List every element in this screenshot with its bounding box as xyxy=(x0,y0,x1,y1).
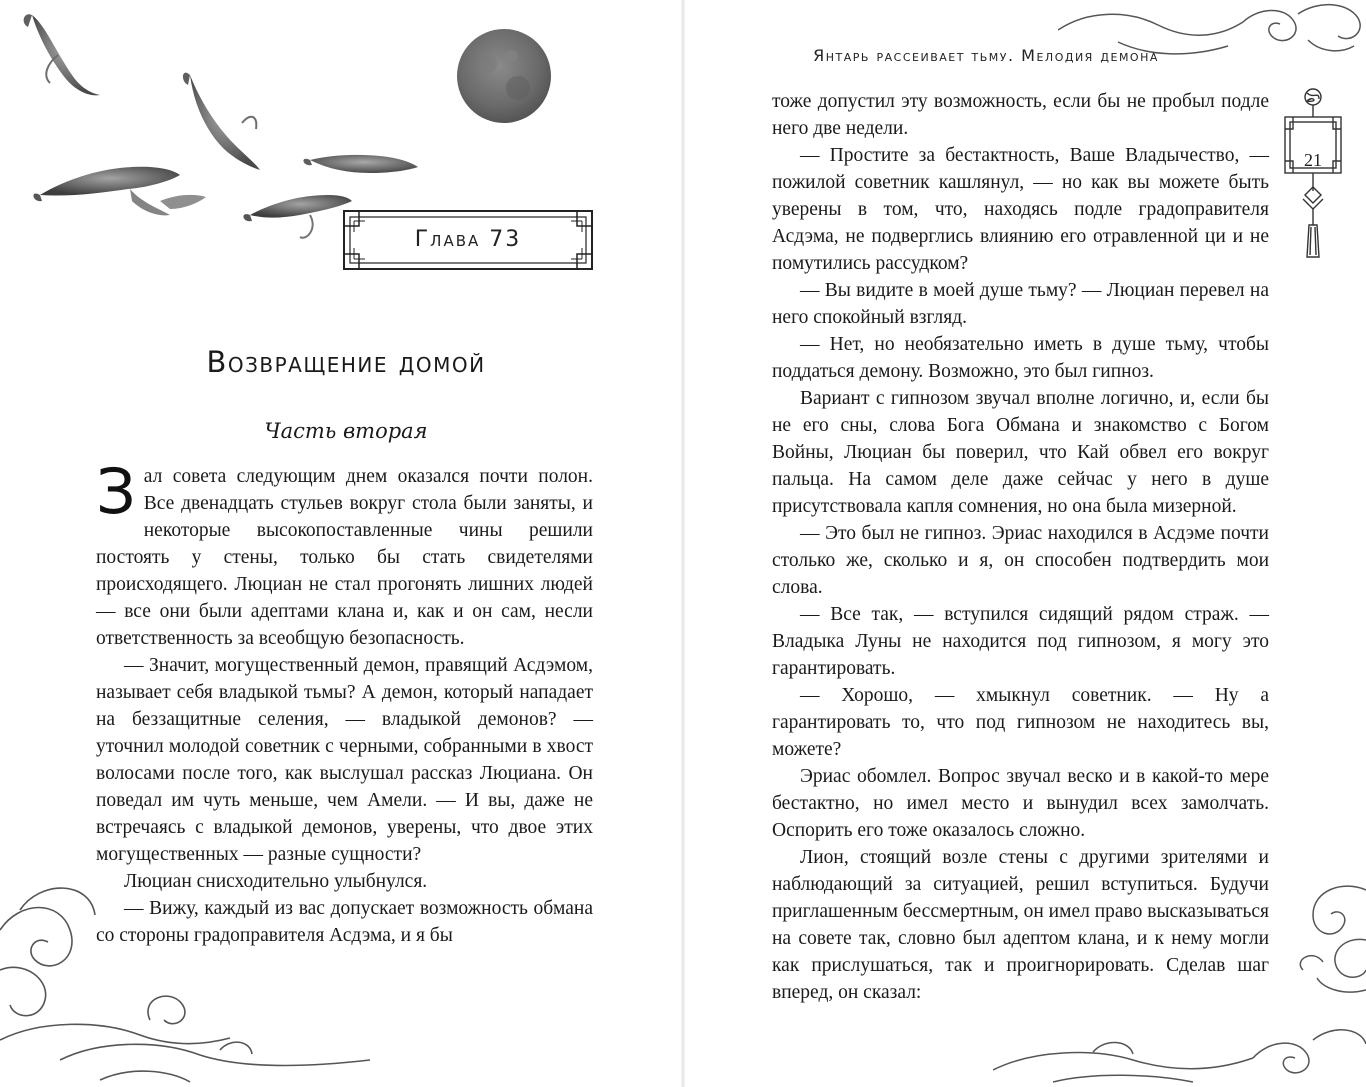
moon-icon xyxy=(456,28,552,124)
paragraph: — Значит, могущественный демон, правящий Асдэмом, называет себя владыкой тьмы? А демон, который нападает на беззащитные селения, — владыкой демонов? — уточнил молодой советник с черными, собранными в хвост волосами после того, как выслушал рассказ Люциана. Он поведал им чуть меньше, чем Амели. — И вы, даже не встречаясь с владыкой демонов, уверены, что двое этих могущественных — разные сущности? xyxy=(96,655,593,865)
koi-fish-5 xyxy=(243,195,352,238)
right-page xyxy=(683,0,1366,1087)
paragraph-text: ал совета следующим днем оказался почти полон. Все двенадцать стульев вокруг стола были заняты, и некоторые высокопоставленные чины решили постоять у стены, только бы стать свидетелями происходящего. Люциан не стал прогонять лишних людей — все они были адептами клана и, как и он сам, несли ответственность за всеобщую безопасность. xyxy=(96,466,593,649)
paragraph: Лион, стоящий возле стены с другими зрителями и наблюдающий за ситуацией, решил вступиться. Будучи приглашенным бессмертным, он имел право высказываться на совете так, словно был адептом клана, и к нему могли как прислушаться, так и проигнорировать. Сделав шаг вперед, он сказал: xyxy=(772,847,1270,1003)
koi-fish-2 xyxy=(183,73,260,170)
paragraph: — Вижу, каждый из вас допускает возможность обмана со стороны градоправителя Асдэма, и я бы xyxy=(96,898,593,946)
paragraph: Эриас обомлел. Вопрос звучал веско и в какой-то мере бестактно, но имел место и вынудил всех замолчать. Оспорить его тоже оказалось сложно. xyxy=(772,766,1269,841)
right-body-text xyxy=(772,88,1269,1006)
chapter-frame xyxy=(343,210,593,270)
drop-cap: З xyxy=(96,455,136,528)
paragraph: Вариант с гипнозом звучал вполне логично, и, если бы не его сны, слова Бога Обмана и знакомство с Богом Войны, Люциан бы поверил, что Кай обвел его вокруг пальца. На самом деле даже сейчас у него в душе присутствовала капля сомнения, но она была мизерной. xyxy=(772,388,1269,517)
paragraph: — Хорошо, — хмыкнул советник. — Ну а гарантировать то, что под гипнозом не находитесь вы, можете? xyxy=(772,685,1269,760)
paragraph: тоже допустил эту возможность, если бы не пробыл подле него две недели. xyxy=(772,91,1269,139)
chapter-subtitle: Часть вторая xyxy=(264,419,428,443)
chapter-title: Возвращение домой xyxy=(206,345,486,379)
koi-fish-1 xyxy=(24,14,100,95)
koi-fish-6 xyxy=(160,195,206,209)
cloud-ornament-icon xyxy=(1273,870,1366,1000)
koi-fish-4 xyxy=(303,155,418,173)
paragraph: — Вы видите в моей душе тьму? — Люциан перевел на него спокойный взгляд. xyxy=(772,280,1269,328)
cloud-ornament-icon xyxy=(993,1010,1366,1087)
paragraph: — Нет, но необязательно иметь в душе тьму, чтобы поддаться демону. Возможно, это был гипноз. xyxy=(772,334,1269,382)
knot-pendant-icon xyxy=(1273,85,1353,260)
paragraph: — Простите за бестактность, Ваше Владычество, — пожилой советник кашлянул, — но как вы можете быть уверены в том, что, находясь подле градоправителя Асдэма, не подверглись влиянию его отравленной ци и не помутились рассудком? xyxy=(772,145,1269,274)
koi-fish-3 xyxy=(33,167,180,216)
paragraph: — Это был не гипноз. Эриас находился в Асдэме почти столько же, сколько и я, он способен подтвердить мои слова. xyxy=(772,523,1269,598)
page-number: 21 xyxy=(1304,150,1322,170)
running-head: Янтарь рассеивает тьму. Мелодия демона xyxy=(813,46,1159,65)
paragraph: Люциан снисходительно улыбнулся. xyxy=(124,871,428,892)
paragraph xyxy=(96,455,593,652)
paragraph: — Все так, — вступился сидящий рядом страж. — Владыка Луны не находится под гипнозом, я могу это гарантировать. xyxy=(772,604,1269,679)
chapter-label: Глава 73 xyxy=(414,227,522,252)
cloud-ornament-icon xyxy=(0,870,380,1087)
